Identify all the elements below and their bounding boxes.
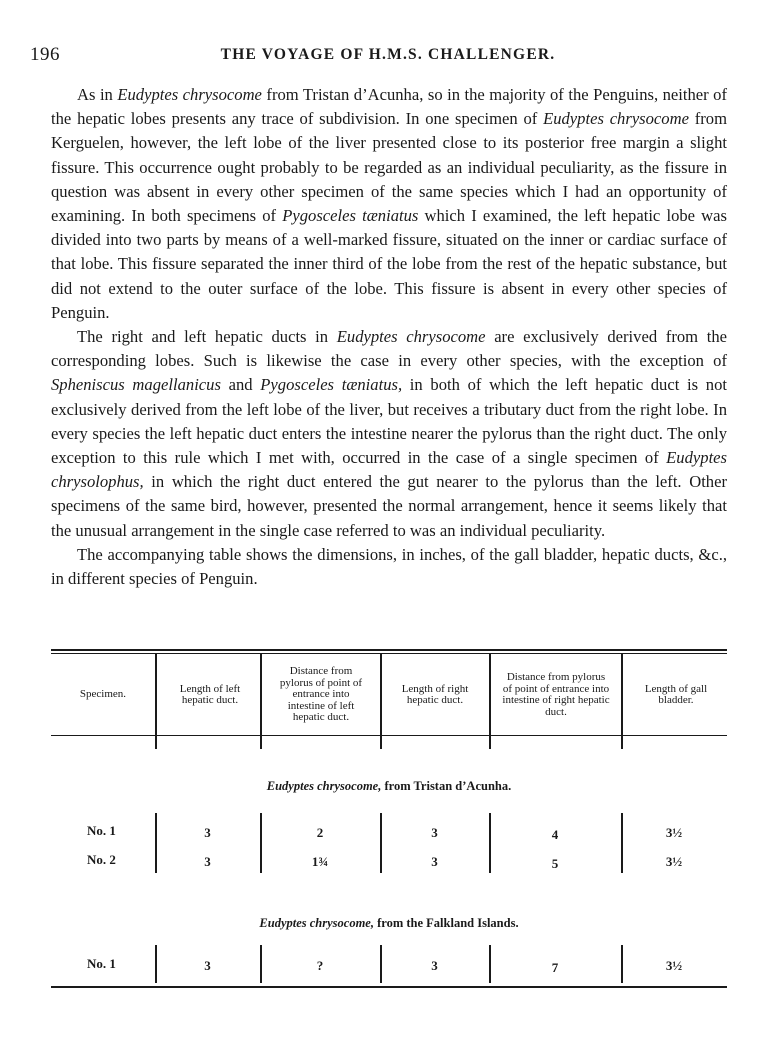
header-gall-bladder: Length of gall bladder. (644, 682, 708, 706)
header-right-duct-length: Length of right hepatic duct. (401, 682, 469, 706)
table-bottom-rule (51, 986, 727, 988)
header-divider (260, 653, 262, 749)
header-divider (489, 653, 491, 749)
section-label-falkland: Eudyptes chrysocome, from the Falkland Islands. (259, 916, 519, 930)
header-left-duct-length: Length of left hepatic duct. (179, 682, 241, 706)
header-bottom-rule (51, 735, 727, 736)
body-text (51, 83, 727, 591)
header-specimen: Specimen. (79, 688, 127, 701)
paragraph-3: The accompanying table shows the dimensions, in inches, of the gall bladder, hepatic ducts, &c., in different species of Penguin. (51, 544, 727, 589)
table-top-rule-thin (51, 653, 727, 654)
running-title: THE VOYAGE OF H.M.S. CHALLENGER. (220, 46, 556, 63)
dimensions-table: Specimen. Length of left hepatic duct. Distance from pylorus of point of entrance into intestine of left hepatic duct. Length of right hepatic duct. Distance from pylorus of point of entrance into intestine of right hepatic duct. Length of gall bladder. Eudyptes chrysocome, from Tristan d’Acunha. No. 1 3 2 3 4 3½ No. 2 3 1¾ 3 5 3½ Eudyptes chrysocome, from the Falkland Islands. No. 1 3 ? 3 7 3½ (51, 649, 727, 989)
table-top-rule (51, 649, 727, 651)
paragraph-1: As in Eudyptes chrysocome from Tristan d’Acunha, so in the majority of the Penguins, neither of the hepatic lobes presents any trace of subdivision. In one specimen of Eudyptes chrysocome from Kerguelen, however, the left lobe of the liver presented close to its posterior free margin a slight fissure. This occurrence ought probably to be regarded as an individual peculiarity, as the fissure in question was absent in every other specimen of the same species which I had an opportunity of examining. In both specimens of Pygosceles tæniatus which I examined, the left hepatic lobe was divided into two parts by means of a well-marked fissure, situated on the inner or cardiac surface of that lobe. This fissure separated the inner third of the lobe from the rest of the hepatic substance, but did not extend to the outer surface of the lobe. This fissure is absent in every other species of Penguin. (51, 85, 728, 322)
header-right-duct-distance: Distance from pylorus of point of entrance into intestine of right hepatic duct. (502, 671, 610, 718)
paragraph-2: The right and left hepatic ducts in Eudyptes chrysocome are exclusively derived from the corresponding lobes. Such is likewise the case in every other species, with the exception of Spheniscus magellanicus and Pygosceles tæniatus, in both of which the left hepatic duct is not exclusively derived from the left lobe of the liver, but receives a tributary duct from the right lobe. In every species the left hepatic duct enters the intestine nearer the pylorus than the right duct. The only exception to this rule which I met with, occurred in the case of a single specimen of Eudyptes chrysolophus, in which the right duct entered the gut nearer to the pylorus than the left. Other specimens of the same bird, however, presented the normal arrangement, hence it seems likely that the unusual arrangement in the single case referred to was an individual peculiarity. (51, 327, 727, 540)
header-divider (155, 653, 157, 749)
header-divider (621, 653, 623, 749)
header-divider (380, 653, 382, 749)
page-number: 196 (30, 44, 60, 65)
section-label-tristan: Eudyptes chrysocome, from Tristan d’Acunha. (266, 779, 512, 793)
header-left-duct-distance: Distance from pylorus of point of entrance into intestine of left hepatic duct. (279, 665, 363, 724)
